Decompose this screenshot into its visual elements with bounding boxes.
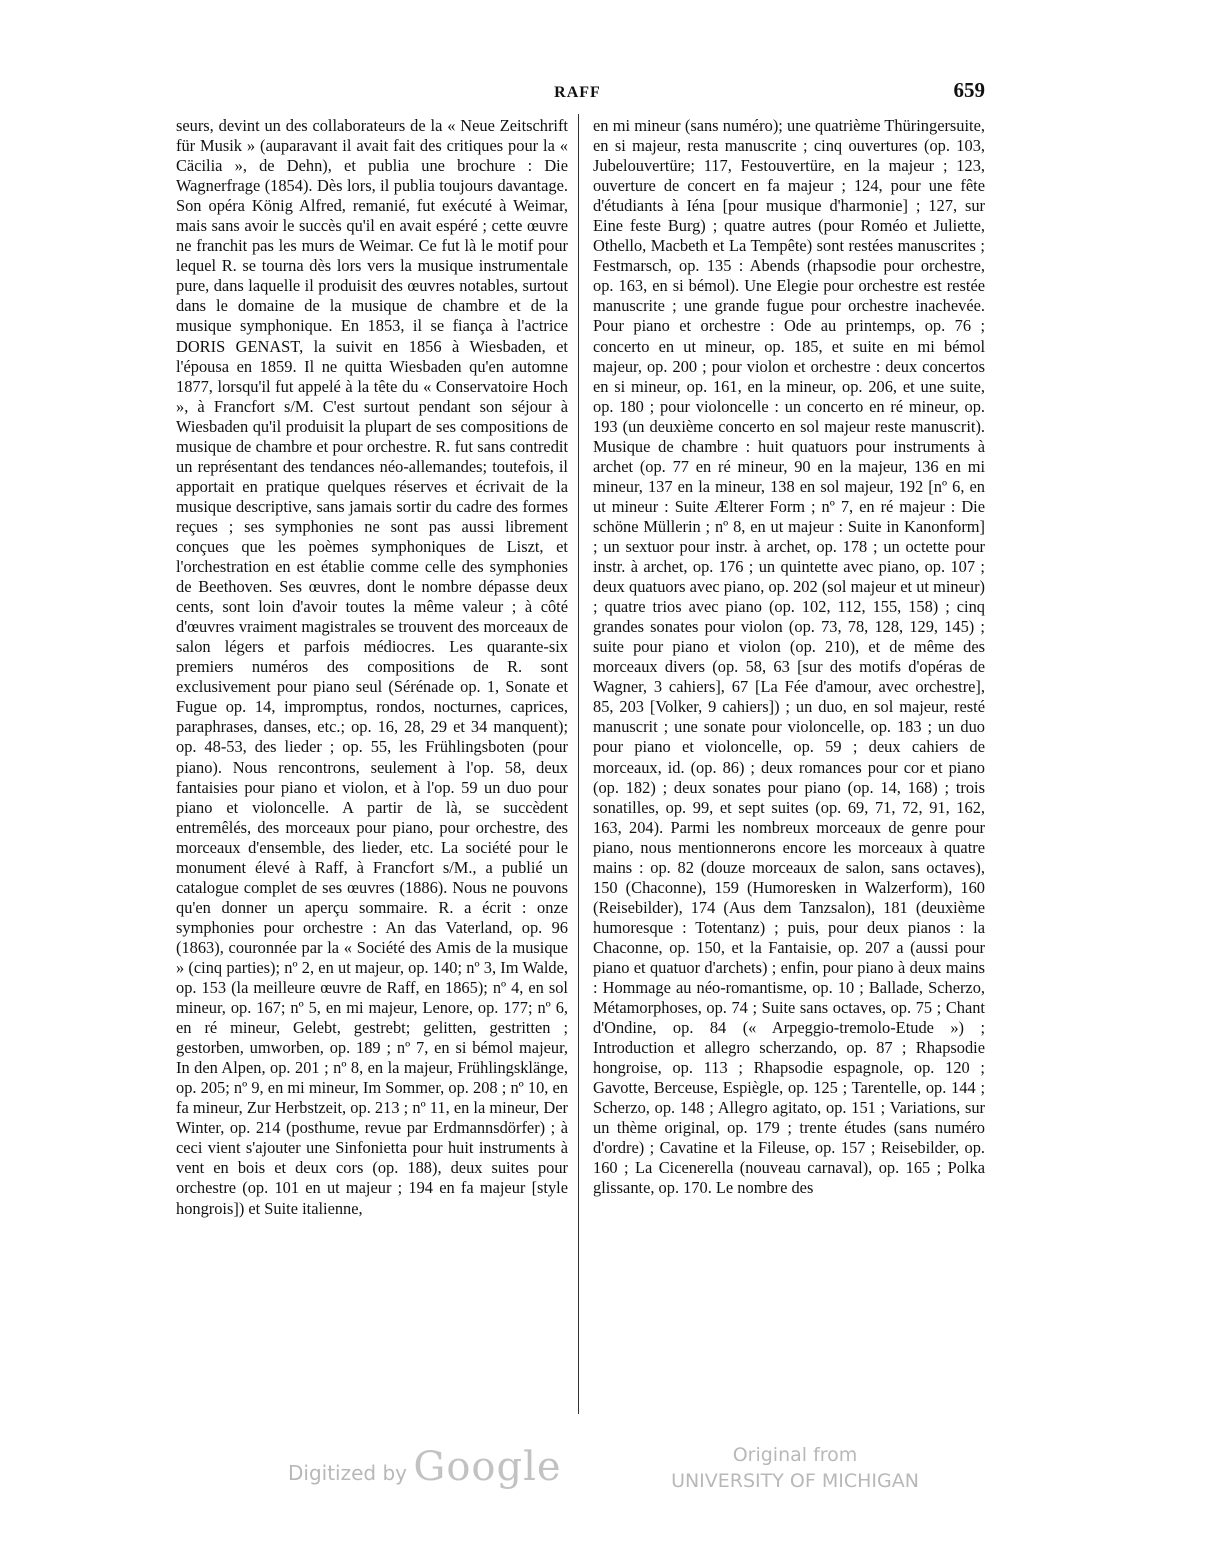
right-column-text: en mi mineur (sans numéro); une quatrième Thüringersuite, en si majeur, resta manuscrite ; cinq ouvertures (op. 103, Jubelouvertüre; 117, Festouvertüre, en la majeur ; 123, ouverture de concert en fa majeur ; 124, pour une fête d'étudiants à Iéna [pour musique d'harmonie] ; 127, sur Eine feste Burg) ; quatre autres (pour Roméo et Juliette, Othello, Macbeth et La Tempête) sont restées manuscrites ; Festmarsch, op. 135 : Abends (rhapsodie pour orchestre, op. 163, en si bémol). Une Elegie pour orchestre est restée manuscrite ; une grande fugue pour orchestre inachevée. Pour piano et orchestre : Ode au printemps, op. 76 ; concerto en ut mineur, op. 185, et suite en mi bémol majeur, op. 200 ; pour violon et orchestre : deux concertos en si mineur, op. 161, en la mineur, op. 206, et une suite, op. 180 ; pour violoncelle : un concerto en ré mineur, op. 193 (un deuxième concerto en sol majeur reste manuscrit). Musique de chambre : huit quatuors pour instruments à archet (op. 77 en ré mineur, 90 en la majeur, 136 en mi mineur, 137 en la mineur, 138 en sol majeur, 192 [nº 6, en ut mineur : Suite Ælterer Form ; nº 7, en ré majeur : Die schöne Müllerin ; nº 8, en ut majeur : Suite in Kanonform] ; un sextuor pour instr. à archet, op. 178 ; un octette pour instr. à archet, op. 176 ; un quintette avec piano, op. 107 ; deux quatuors avec piano, op. 202 (sol majeur et ut mineur) ; quatre trios avec piano (op. 102, 112, 155, 158) ; cinq grandes sonates pour violon (op. 73, 78, 128, 129, 145) ; suite pour piano et violon (op. 210), et de même des morceaux divers (op. 58, 63 [sur des motifs d'opéras de Wagner, 3 cahiers], 67 [La Fée d'amour, avec orchestre], 85, 203 [Volker, 9 cahiers]) ; un duo, en sol majeur, resté manuscrit ; une sonate pour violoncelle, op. 183 ; un duo pour piano et violoncelle, op. 59 ; deux cahiers de morceaux, id. (op. 86) ; deux romances pour cor et piano (op. 182) ; deux sonates pour piano (op. 14, 168) ; trois sonatilles, op. 99, et sept suites (op. 69, 71, 72, 91, 162, 163, 204). Parmi les nombreux morceaux de genre pour piano, nous mentionnerons encore les morceaux à quatre mains : op. 82 (douze morceaux de salon, sans octaves), 150 (Chaconne), 159 (Humoresken in Walzerform), 160 (Reisebilder), 174 (Aus dem Tanzsalon), 181 (deuxième humoresque : Totentanz) ; puis, pour deux pianos : la Chaconne, op. 150, et la Fantaisie, op. 207 a (aussi pour piano et quatuor d'archets) ; enfin, pour piano à deux mains : Hommage au néo-romantisme, op. 10 ; Ballade, Scherzo, Métamorphoses, op. 74 ; Suite sans octaves, op. 75 ; Chant d'Ondine, op. 84 (« Arpeggio-tremolo-Etude ») ; Introduction et allegro scherzando, op. 87 ; Rhapsodie hongroise, op. 113 ; Rhapsodie espagnole, op. 120 ; Gavotte, Berceuse, Espiègle, op. 125 ; Tarentelle, op. 144 ; Scherzo, op. 148 ; Allegro agitato, op. 151 ; Variations, sur un thème original, op. 179 ; trente études (sans numéro d'ordre) ; Cavatine et la Fileuse, op. 157 ; Reisebilder, op. 160 ; La Cicenerella (nouveau carnaval), op. 165 ; Polka glissante, op. 170. Le nombre des (593, 116, 985, 1198)
left-column-text: seurs, devint un des collaborateurs de la « Neue Zeitschrift für Musik » (auparavant il avait fait des critiques pour la « Cäcilia », de Dehn), et publia une brochure : Die Wagnerfrage (1854). Dès lors, il publia toujours davantage. Son opéra König Alfred, remanié, fut exécuté à Weimar, mais sans avoir le succès qu'il en avait espéré ; cette œuvre ne franchit pas les murs de Weimar. Ce fut là le motif pour lequel R. se tourna dès lors vers la musique instrumentale pure, dans laquelle il produisit des œuvres notables, surtout dans le domaine de la musique de chambre et de la musique symphonique. En 1853, il se fiança à l'actrice DORIS GENAST, la suivit en 1856 à Wiesbaden, et l'épousa en 1859. Il ne quitta Wiesbaden qu'en automne 1877, lorsqu'il fut appelé à la tête du « Conservatoire Hoch », à Francfort s/M. C'est surtout pendant son séjour à Wiesbaden qu'il produisit la plupart de ses compositions de musique de chambre et pour orchestre. R. fut sans contredit un représentant des tendances néo-allemandes; toutefois, il apportait en pratique quelques réserves et écrivait de la musique descriptive, sans jamais sortir du cadre des formes reçues ; ses symphonies ne sont pas aussi librement conçues que les poèmes symphoniques de Liszt, et l'orchestration en est établie comme celle des symphonies de Beethoven. Ses œuvres, dont le nombre dépasse deux cents, sont loin d'avoir toutes la même valeur ; à côté d'œuvres vraiment magistrales se trouvent des morceaux de salon légers et parfois médiocres. Les quarante-six premiers numéros des compositions de R. sont exclusivement pour piano seul (Sérénade op. 1, Sonate et Fugue op. 14, impromptus, rondos, nocturnes, caprices, paraphrases, danses, etc.; op. 16, 28, 29 et 34 manquent); op. 48-53, des lieder ; op. 55, les Frühlingsboten (pour piano). Nous rencontrons, seulement à l'op. 58, deux fantaisies pour piano et violon, et à l'op. 59 un duo pour piano et violoncelle. A partir de là, se succèdent entremêlés, des morceaux pour piano, pour orchestre, des morceaux d'ensemble, des lieder, etc. La société pour le monument élevé à Raff, à Francfort s/M., a publié un catalogue complet de ses œuvres (1886). Nous ne pouvons qu'en donner un aperçu sommaire. R. a écrit : onze symphonies pour orchestre : An das Vaterland, op. 96 (1863), couronnée par la « Société des Amis de la musique » (cinq parties); nº 2, en ut majeur, op. 140; nº 3, Im Walde, op. 153 (la meilleure œuvre de Raff, en 1865); nº 4, en sol mineur, op. 167; nº 5, en mi majeur, Lenore, op. 177; nº 6, en ré mineur, Gelebt, gestrebt; gelitten, gestritten ; gestorben, umworben, op. 189 ; nº 7, en si bémol majeur, In den Alpen, op. 201 ; nº 8, en la majeur, Frühlingsklänge, op. 205; nº 9, en mi mineur, Im Sommer, op. 208 ; nº 10, en fa mineur, Zur Herbstzeit, op. 213 ; nº 11, en la mineur, Der Winter, op. 214 (posthume, revue par Erdmannsdörfer) ; à ceci vient s'ajouter une Sinfonietta pour huit instruments à vent en bois et deux cors (op. 188), deux suites pour orchestre (op. 101 en ut majeur ; 194 en fa majeur [style hongrois]) et Suite italienne, (176, 116, 568, 1218)
running-head: RAFF (554, 84, 601, 101)
column-divider (578, 114, 579, 1414)
institution-name: UNIVERSITY OF MICHIGAN (671, 1470, 919, 1492)
original-source-credit (665, 1442, 925, 1494)
digitized-by-credit (288, 1444, 562, 1490)
page-number: 659 (953, 78, 985, 102)
page-header (170, 78, 985, 108)
digitization-watermark (280, 1430, 940, 1510)
google-logo: Google (413, 1444, 562, 1490)
original-from-label: Original from (732, 1444, 858, 1466)
digitized-by-label: Digitized by (288, 1461, 407, 1485)
